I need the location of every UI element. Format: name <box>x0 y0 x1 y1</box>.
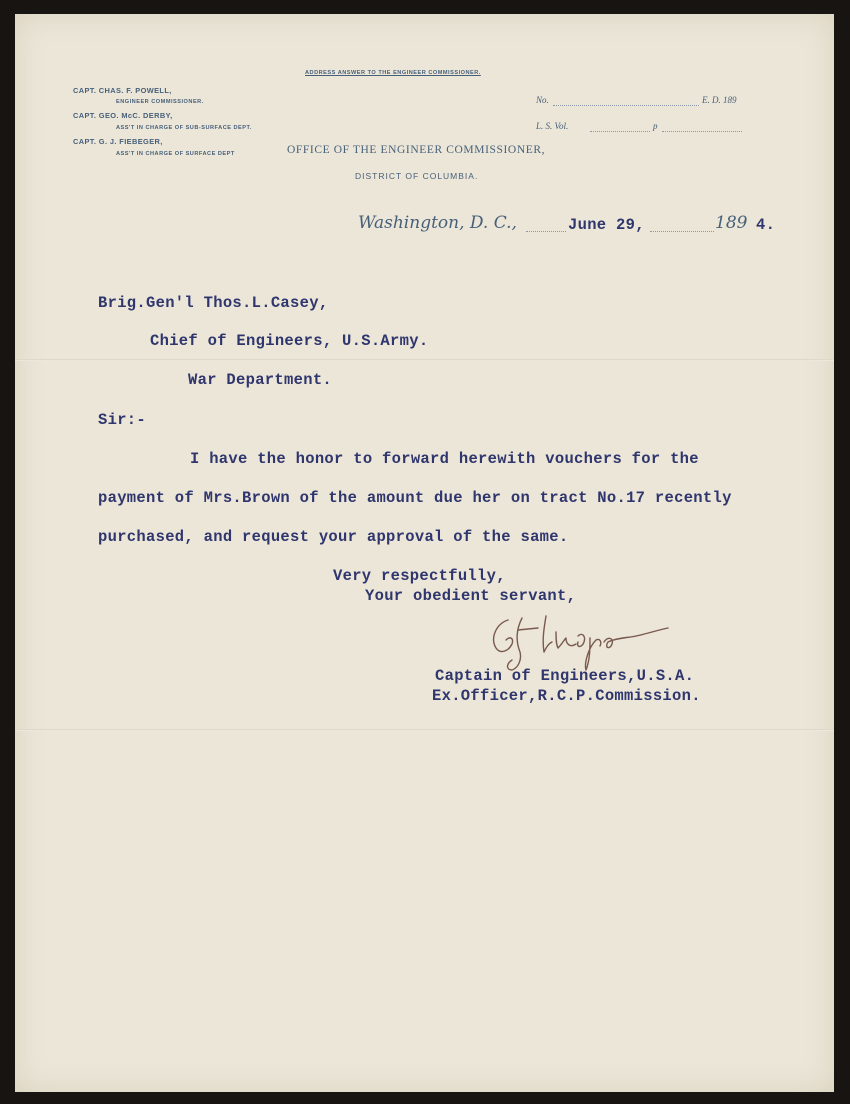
signer-title: Ex.Officer,R.C.P.Commission. <box>432 687 701 705</box>
body-line: I have the honor to forward herewith vouchers for the <box>190 450 699 468</box>
recipient-name: Brig.Gen'l Thos.L.Casey, <box>98 294 329 312</box>
closing: Very respectfully, <box>333 567 506 585</box>
ls-vol-label: L. S. Vol. <box>536 121 569 131</box>
number-line <box>553 105 699 106</box>
officer-title: ASS'T IN CHARGE OF SURFACE DEPT <box>116 151 235 157</box>
salutation: Sir:- <box>98 411 147 429</box>
signer-title: Captain of Engineers,U.S.A. <box>435 667 695 685</box>
district-heading: DISTRICT OF COLUMBIA. <box>355 171 479 181</box>
number-label: No. <box>536 95 549 105</box>
officer-title: ENGINEER COMMISSIONER. <box>116 99 204 105</box>
place-line: Washington, D. C., <box>358 213 517 233</box>
officer-title: ASS'T IN CHARGE OF SUB-SURFACE DEPT. <box>116 125 252 131</box>
officer-name: CAPT. GEO. McC. DERBY, <box>73 111 173 120</box>
office-heading: OFFICE OF THE ENGINEER COMMISSIONER, <box>287 144 546 156</box>
year-digit: 4. <box>756 216 776 234</box>
recipient-title: Chief of Engineers, U.S.Army. <box>150 332 429 350</box>
ls-vol-line <box>590 131 650 132</box>
page-line <box>662 131 742 132</box>
body-line: payment of Mrs.Brown of the amount due her on tract No.17 recently <box>98 489 732 507</box>
fold-line <box>15 729 834 731</box>
date-line <box>526 231 566 232</box>
date-line <box>650 231 714 232</box>
handwritten-signature <box>486 608 676 674</box>
officer-name: CAPT. CHAS. F. POWELL, <box>73 86 172 95</box>
body-line: purchased, and request your approval of the same. <box>98 528 569 546</box>
page-label: p <box>653 121 658 131</box>
letter-date: June 29, <box>568 216 645 234</box>
year-prefix: 189 <box>715 213 748 233</box>
recipient-department: War Department. <box>188 371 333 389</box>
fold-line <box>15 359 834 361</box>
ed-label: E. D. 189 <box>702 95 737 105</box>
officer-name: CAPT. G. J. FIEBEGER, <box>73 137 163 146</box>
address-line: ADDRESS ANSWER TO THE ENGINEER COMMISSIONER. <box>305 70 481 76</box>
closing: Your obedient servant, <box>365 587 577 605</box>
